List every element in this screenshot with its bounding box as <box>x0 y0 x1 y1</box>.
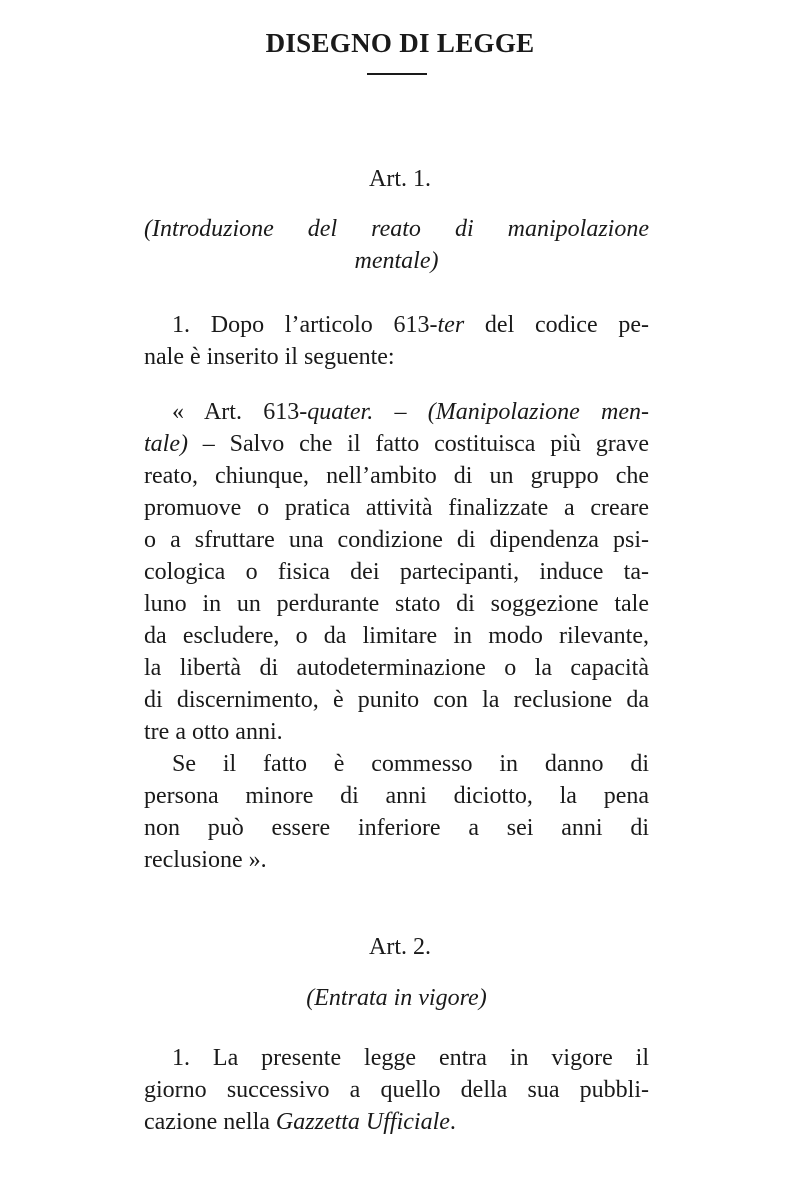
article-1-para-1-line-2: nale è inserito il seguente: <box>144 344 395 370</box>
quote-para-2-line: non può essere inferiore a sei anni di <box>144 815 649 841</box>
article-1-para-1-line-1: 1. Dopo l’articolo 613-ter del codice pe- <box>172 312 649 338</box>
title-underline <box>367 73 427 75</box>
article-1-quoted-article <box>144 396 649 876</box>
article-2-number: Art. 2. <box>369 934 431 960</box>
article-2-para-1-line-2: giorno successivo a quello della sua pubbli- <box>144 1077 649 1103</box>
quote-line: luno in un perdurante stato di soggezione tale <box>144 591 649 617</box>
article-1-paragraph-1 <box>144 309 649 373</box>
quote-line: di discernimento, è punito con la reclusione da <box>144 687 649 713</box>
article-2-heading: (Entrata in vigore) <box>306 985 487 1011</box>
document-title: DISEGNO DI LEGGE <box>265 28 535 58</box>
quote-para-2-last: reclusione ». <box>144 847 267 873</box>
article-1-heading-line-1: (Introduzione del reato di manipolazione <box>144 216 649 242</box>
quote-line: reato, chiunque, nell’ambito di un gruppo che <box>144 463 649 489</box>
article-2-paragraph-1 <box>144 1042 649 1138</box>
quote-line: promuove o pratica attività finalizzate a creare <box>144 495 649 521</box>
quote-line: la libertà di autodeterminazione o la capacità <box>144 655 649 681</box>
quote-para-2-line: Se il fatto è commesso in danno di <box>172 751 649 777</box>
quote-line: da escludere, o da limitare in modo rilevante, <box>144 623 649 649</box>
article-2-para-1-line-3: cazione nella Gazzetta Ufficiale. <box>144 1109 456 1135</box>
quote-para-2-line: persona minore di anni diciotto, la pena <box>144 783 649 809</box>
quote-line: cologica o fisica dei partecipanti, induce ta- <box>144 559 649 585</box>
article-1-number: Art. 1. <box>369 166 431 192</box>
article-2-para-1-line-1: 1. La presente legge entra in vigore il <box>172 1045 649 1071</box>
quote-line: o a sfruttare una condizione di dipendenza psi- <box>144 527 649 553</box>
quote-line-last: tre a otto anni. <box>144 719 283 745</box>
quote-line-2: tale) – Salvo che il fatto costituisca più grave <box>144 431 649 457</box>
article-1-heading-line-2: mentale) <box>354 248 439 274</box>
article-1-heading <box>144 213 649 277</box>
quote-line-1: « Art. 613-quater. – (Manipolazione men- <box>172 399 649 425</box>
